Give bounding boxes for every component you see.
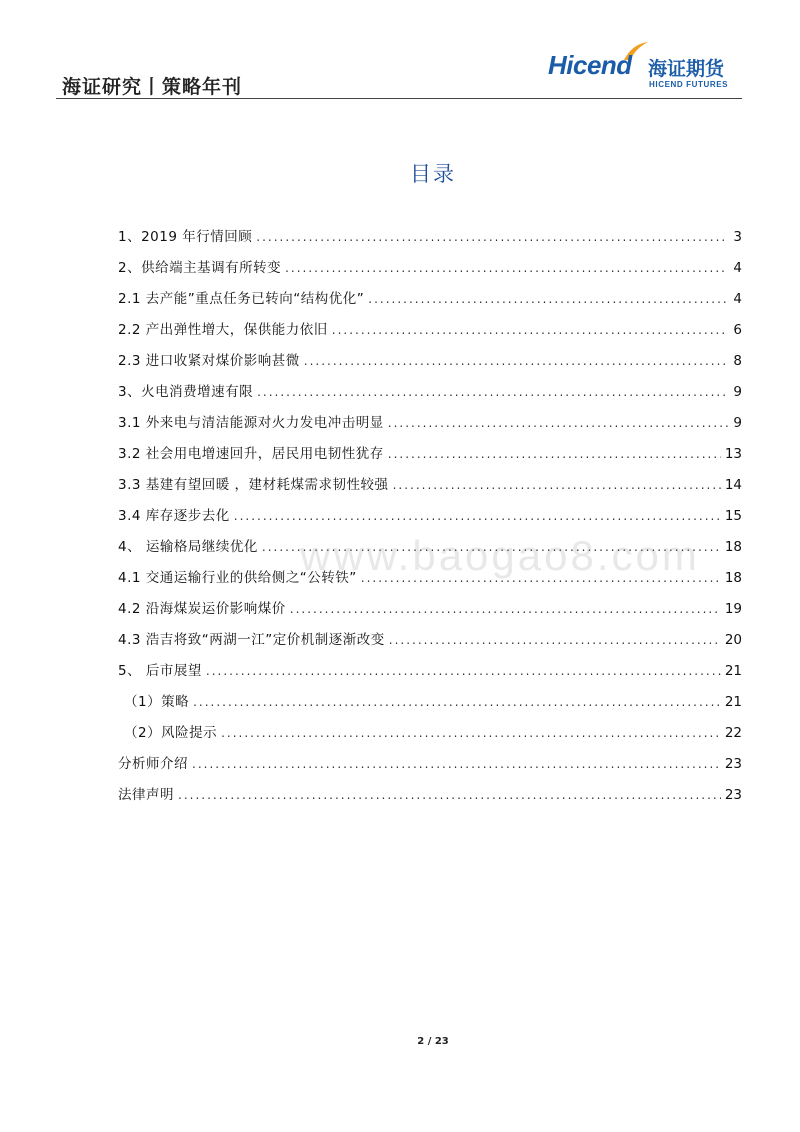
toc-entry[interactable] bbox=[118, 690, 742, 721]
toc-entry-page: 18 bbox=[724, 570, 742, 586]
toc-entry-page: 9 bbox=[733, 384, 742, 400]
toc-entry-text: 4.3 浩吉将致“两湖一江”定价机制逐渐改变 bbox=[118, 632, 385, 648]
toc-entry-page: 3 bbox=[733, 229, 742, 245]
toc-leader-dots bbox=[193, 695, 721, 709]
toc-entry-text: 3.3 基建有望回暖 ，建材耗煤需求韧性较强 bbox=[118, 477, 389, 493]
toc-leader-dots bbox=[388, 416, 728, 430]
page-number: 2 / 23 bbox=[417, 1036, 449, 1047]
toc-entry-text: 法律声明 bbox=[118, 787, 174, 803]
toc-entry-page: 21 bbox=[724, 694, 742, 710]
toc-leader-dots bbox=[290, 602, 721, 616]
toc-entry[interactable] bbox=[118, 473, 742, 504]
toc-entry-text: 1、2019 年行情回顾 bbox=[118, 229, 253, 245]
toc-entry[interactable] bbox=[118, 349, 742, 380]
toc-entry[interactable] bbox=[118, 256, 742, 287]
toc-entry-text: 4.1 交通运输行业的供给侧之“公转铁” bbox=[118, 570, 357, 586]
toc-entry[interactable] bbox=[118, 752, 742, 783]
toc-leader-dots bbox=[368, 292, 728, 306]
toc-entry-text: 4、 运输格局继续优化 bbox=[118, 539, 258, 555]
toc-entry[interactable] bbox=[118, 597, 742, 628]
toc-entry-page: 21 bbox=[724, 663, 742, 679]
toc-leader-dots bbox=[234, 509, 721, 523]
toc-entry-text: 2.1 去产能”重点任务已转向“结构优化” bbox=[118, 291, 365, 307]
toc-entry[interactable] bbox=[118, 504, 742, 535]
company-logo bbox=[548, 40, 738, 92]
toc-entry-page: 8 bbox=[733, 353, 742, 369]
toc-leader-dots bbox=[178, 788, 721, 802]
logo-hicend-text: Hicend bbox=[548, 50, 632, 80]
toc-entry-page: 14 bbox=[724, 477, 742, 493]
toc-title: 目录 bbox=[410, 162, 456, 186]
header-title: 海证研究丨策略年刊 bbox=[62, 76, 243, 98]
logo-english-text: HICEND FUTURES bbox=[649, 80, 729, 89]
toc-entry[interactable] bbox=[118, 380, 742, 411]
toc-entry-text: 3、火电消费增速有限 bbox=[118, 384, 254, 400]
toc-leader-dots bbox=[332, 323, 728, 337]
toc-entry-text: 2.3 进口收紧对煤价影响甚微 bbox=[118, 353, 300, 369]
logo-chinese-text: 海证期货 bbox=[648, 58, 725, 80]
toc-entry[interactable] bbox=[118, 783, 742, 814]
toc-entry-text: （1）策略 bbox=[124, 694, 190, 710]
toc-entry-text: 分析师介绍 bbox=[118, 756, 188, 772]
toc-entry-text: （2）风险提示 bbox=[124, 725, 218, 741]
toc-entry-text: 2、供给端主基调有所转变 bbox=[118, 260, 282, 276]
toc-leader-dots bbox=[285, 261, 728, 275]
toc-entry[interactable] bbox=[118, 659, 742, 690]
toc-leader-dots bbox=[192, 757, 721, 771]
toc-leader-dots bbox=[393, 478, 721, 492]
table-of-contents bbox=[118, 225, 742, 814]
toc-entry-page: 9 bbox=[733, 415, 742, 431]
toc-entry-page: 13 bbox=[724, 446, 742, 462]
toc-entry[interactable] bbox=[118, 721, 742, 752]
toc-entry-text: 3.2 社会用电增速回升，居民用电韧性犹存 bbox=[118, 446, 384, 462]
toc-entry-page: 4 bbox=[733, 260, 742, 276]
toc-entry-page: 23 bbox=[724, 756, 742, 772]
toc-leader-dots bbox=[206, 664, 721, 678]
toc-entry[interactable] bbox=[118, 411, 742, 442]
toc-entry[interactable] bbox=[118, 225, 742, 256]
toc-entry[interactable] bbox=[118, 287, 742, 318]
toc-leader-dots bbox=[221, 726, 721, 740]
toc-leader-dots bbox=[388, 447, 721, 461]
header-divider bbox=[56, 98, 742, 99]
watermark: www.baogao8.com bbox=[300, 532, 700, 579]
toc-leader-dots bbox=[256, 230, 728, 244]
toc-entry-page: 23 bbox=[724, 787, 742, 803]
toc-entry-page: 6 bbox=[733, 322, 742, 338]
toc-entry-page: 19 bbox=[724, 601, 742, 617]
toc-entry-page: 18 bbox=[724, 539, 742, 555]
toc-entry[interactable] bbox=[118, 628, 742, 659]
toc-entry[interactable] bbox=[118, 442, 742, 473]
toc-entry-text: 3.4 库存逐步去化 bbox=[118, 508, 230, 524]
toc-leader-dots bbox=[389, 633, 721, 647]
toc-entry-text: 5、 后市展望 bbox=[118, 663, 202, 679]
toc-entry-text: 2.2 产出弹性增大，保供能力依旧 bbox=[118, 322, 328, 338]
toc-entry-page: 22 bbox=[724, 725, 742, 741]
toc-entry-text: 3.1 外来电与清洁能源对火力发电冲击明显 bbox=[118, 415, 384, 431]
toc-entry-page: 4 bbox=[733, 291, 742, 307]
toc-leader-dots bbox=[304, 354, 728, 368]
toc-leader-dots bbox=[257, 385, 728, 399]
toc-entry-page: 15 bbox=[724, 508, 742, 524]
toc-entry-page: 20 bbox=[724, 632, 742, 648]
toc-entry-text: 4.2 沿海煤炭运价影响煤价 bbox=[118, 601, 286, 617]
toc-entry[interactable] bbox=[118, 318, 742, 349]
